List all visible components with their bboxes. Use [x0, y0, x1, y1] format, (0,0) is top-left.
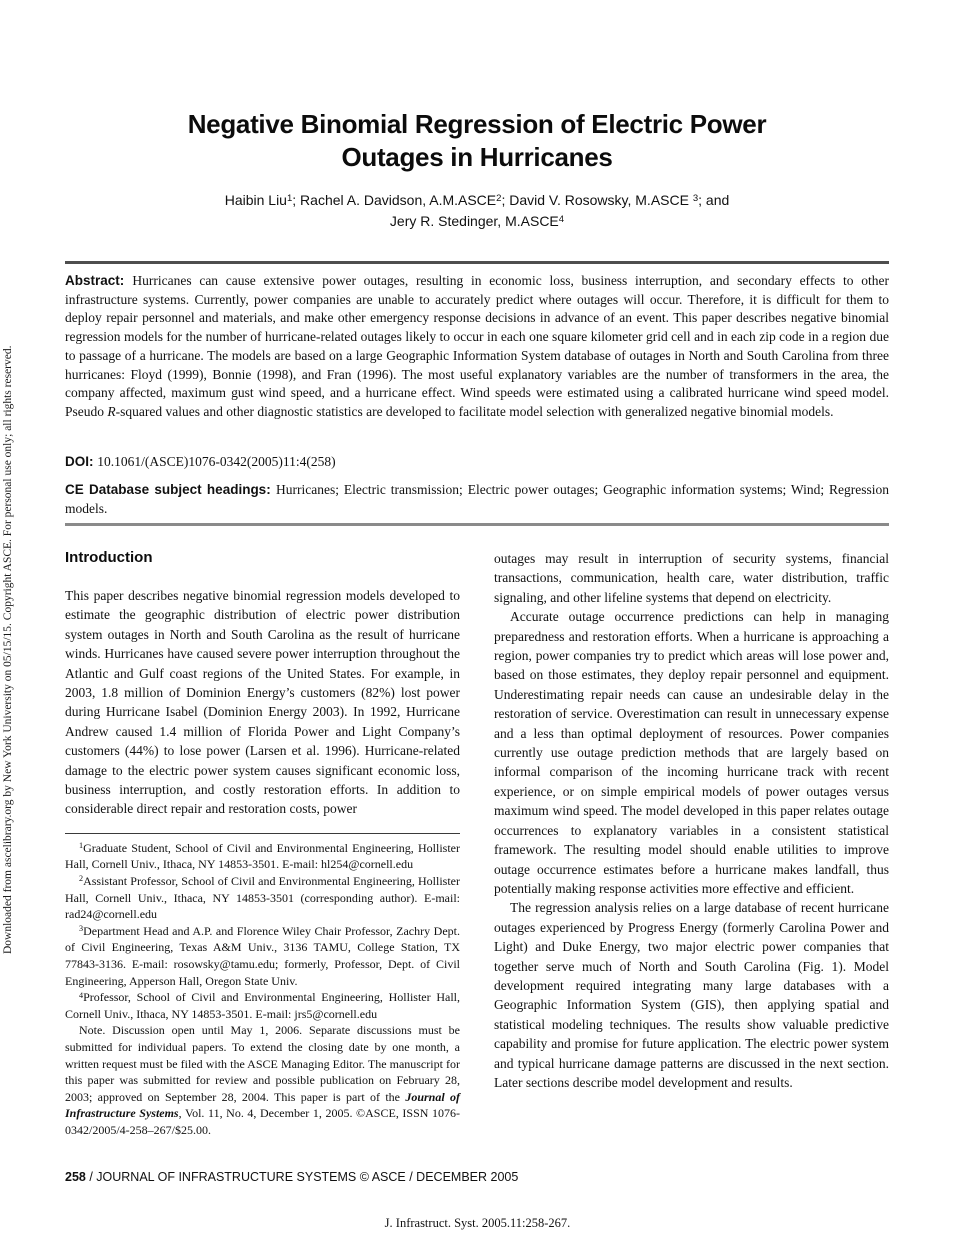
introduction-heading: Introduction — [65, 549, 153, 566]
text-segment: 1 — [79, 841, 84, 851]
text-segment: This paper describes negative binomial regression models developed to estimate the geographic distribution of electric power distribution system outages in North and South Carolina as the result of hurricane winds. Hurricanes have caused severe power interruption throughout the Atlantic and Gulf coast regions of the United States. For example, in 2003, 1.8 million of Dominion Energy’s customers (82%) lost power during Hurricane Isabel (Dominion Energy 2003). In 1992, Hurricane Andrew caused 1.4 million of Florida Power and Light Company’s customers (44%) to lose power (Larsen et al. 1996). Hurricane-related damage to the electric power system causes significant economic loss, business interruption, and costly restoration efforts. In addition to considerable direct repair and restoration costs, power — [65, 588, 460, 817]
text-segment: DOI: — [65, 454, 98, 469]
text-segment: , Vol. 11, No. 4, December 1, 2005. ©ASCE, ISSN 1076-0342/2005/4-258–267/$25.00. — [65, 1106, 460, 1137]
download-copyright-sidebar-text: Downloaded from ascelibrary.org by New York University on 05/15/15. Copyright ASCE. For personal use only; all rights reserved. — [2, 345, 14, 954]
footnote-separator-rule — [65, 833, 460, 834]
text-segment: 10.1061/(ASCE)1076-0342(2005)11:4(258) — [97, 454, 336, 469]
paragraph — [494, 549, 889, 607]
introduction-right-text — [494, 549, 889, 1092]
author-line-1 — [65, 190, 889, 211]
abstract-top-rule — [65, 261, 889, 264]
text-segment: Jery R. Stedinger, M.ASCE — [389, 213, 559, 229]
paragraph — [65, 586, 460, 819]
left-column — [65, 549, 460, 1139]
text-segment: Graduate Student, School of Civil and Environmental Engineering, Hollister Hall, Cornell Univ., Ithaca, NY 14853-3501. E-mail: hl254@cornell.edu — [65, 840, 460, 872]
right-column — [494, 549, 889, 1139]
text-segment: Hurricanes can cause extensive power outages, resulting in economic loss, business interruption, and secondary effects to other infrastructure systems. Currently, power companies are unable to accurately predict where outages will occur. Therefore, it is difficult for them to deploy repair personnel and materials, and make other emergency response decisions in advance of an event. This paper describes negative binomial regression models for the number of hurricane-related outages likely to occur in each one square kilometer grid cell and in each zip code in a region due to passage of a hurricane. The models are based on a large Geographic Information System database of outages in North and South Carolina from three hurricanes: Floyd (1999), Bonnie (1998), and Fran (1996). The most useful explanatory variables are the number of transformers in the area, the company affected, maximum gust wind speed, and a hurricane effect. Wind speeds were estimated using a calibrated hurricane wind speed model. Pseudo — [65, 273, 889, 419]
text-segment: outages may result in interruption of security systems, financial transactions, communication, health care, water distribution, traffic signaling, and other lifeline systems that depend on electricity. — [494, 551, 889, 605]
text-segment: -squared values and other diagnostic statistics are developed to facilitate model selection with generalized negative binomial models. — [115, 403, 834, 419]
text-segment: The regression analysis relies on a large database of recent hurricane outages experienced by Progress Energy (formerly Carolina Power and Light) and Duke Energy, two major electric power companies that together serve much of North and South Carolina (Fig. 1). Model development required integrating many large databases with a Geographic Information System (GIS), then applying spatial and statistical modeling techniques. The results show valuable predictive capability and promise for future application. The electric power system and typical hurricane damage patterns are discussed in the next section. Later sections describe model development and results. — [494, 900, 889, 1090]
author-line-2 — [65, 211, 889, 232]
text-segment: Department Head and A.P. and Florence Wiley Chair Professor, Zachry Dept. of Civil Engineering, Texas A&M Univ., 3136 TAMU, College Station, TX 77843-3136. E-mail: rosowsky@tamu.edu; formerly, Professor, Dept. of Civil Engineering, Apperson Hall, Oregon State Univ. — [65, 923, 460, 988]
abstract-paragraph — [65, 272, 889, 422]
paragraph — [65, 923, 460, 989]
text-segment: Note. Discussion open until May 1, 2006. Separate discussions must be submitted for individual papers. To extend the closing date by one month, a written request must be filed with the ASCE Managing Editor. The manuscript for this paper was submitted for review and possible publication on February 28, 2003; approved on September 28, 2004. This paper is part of the — [65, 1023, 460, 1104]
text-segment: 3 — [692, 192, 699, 204]
text-segment: R — [107, 403, 116, 419]
text-segment: ; Rachel A. Davidson, A.M.ASCE — [292, 192, 497, 208]
text-segment: 2 — [496, 192, 502, 204]
text-segment: 4 — [558, 213, 565, 225]
text-segment: 2 — [79, 874, 84, 884]
text-segment: Abstract: — [65, 273, 133, 288]
text-segment: 1 — [286, 192, 293, 204]
text-segment: Journal of Infrastructure Systems — [65, 1089, 460, 1121]
paragraph — [494, 607, 889, 898]
ce-bottom-rule — [65, 523, 889, 526]
paragraph — [65, 873, 460, 923]
page-footer — [65, 1170, 889, 1184]
paper-title-line1: Negative Binomial Regression of Electric Power — [187, 109, 767, 139]
text-segment: CE Database subject headings: — [65, 482, 276, 497]
paper-title — [65, 108, 889, 174]
paragraph — [65, 1022, 460, 1138]
paper-header — [65, 108, 889, 232]
text-segment: Accurate outage occurrence predictions can help in managing preparedness and restoration efforts. When a hurricane is approaching a region, power companies try to predict which areas will lose power and, based on those estimates, they deploy repair personnel and equipment. Underestimating repair needs can cause an undesirable delay in the restoration of service. Overestimation can result in unnecessary expense and a less than optimal deployment of resources. Power companies currently use outage prediction methods that are largely based on informal comparison of the incoming hurricane track with recent experience, or on simple empirical models of power outages versus maximum wind speed. The model developed in this paper relates outage occurrences to explanatory variables in a consistent statistical framework. The resulting model should enable utilities to improve outage occurrence estimates before a hurricane makes landfall, thus potentially making response activities more effective and efficient. — [494, 609, 889, 896]
text-segment: ; David V. Rosowsky, M.ASCE — [501, 192, 693, 208]
text-segment: Professor, School of Civil and Environmental Engineering, Hollister Hall, Cornell Univ., Ithaca, NY 14853-3501. E-mail: jrs5@cornell.edu — [65, 990, 460, 1021]
paper-title-line2: Outages in Hurricanes — [341, 142, 613, 172]
ce-database-subject-headings — [65, 481, 889, 518]
author-footnotes — [65, 840, 460, 1139]
text-segment: 3 — [79, 924, 84, 934]
journal-citation: J. Infrastruct. Syst. 2005.11:258-267. — [384, 1216, 571, 1230]
text-segment: 258 — [65, 1170, 86, 1184]
doi-line — [65, 453, 889, 472]
paragraph — [65, 989, 460, 1022]
text-segment: / JOURNAL OF INFRASTRUCTURE SYSTEMS © ASCE / DECEMBER 2005 — [85, 1170, 519, 1184]
introduction-left-text — [65, 586, 460, 819]
two-column-body — [65, 549, 889, 1139]
text-segment: Assistant Professor, School of Civil and Environmental Engineering, Hollister Hall, Cornell Univ., Ithaca, NY 14853-3501 (corresponding author). E-mail: rad24@cornell.edu — [65, 874, 460, 922]
paragraph — [494, 898, 889, 1092]
author-list — [65, 190, 889, 232]
text-segment: ; and — [698, 192, 730, 208]
paragraph — [65, 840, 460, 873]
text-segment: Haibin Liu — [224, 192, 287, 208]
text-segment: 4 — [79, 990, 84, 1000]
text-segment: Hurricanes; Electric transmission; Electric power outages; Geographic information systems; Wind; Regression models. — [65, 482, 889, 516]
